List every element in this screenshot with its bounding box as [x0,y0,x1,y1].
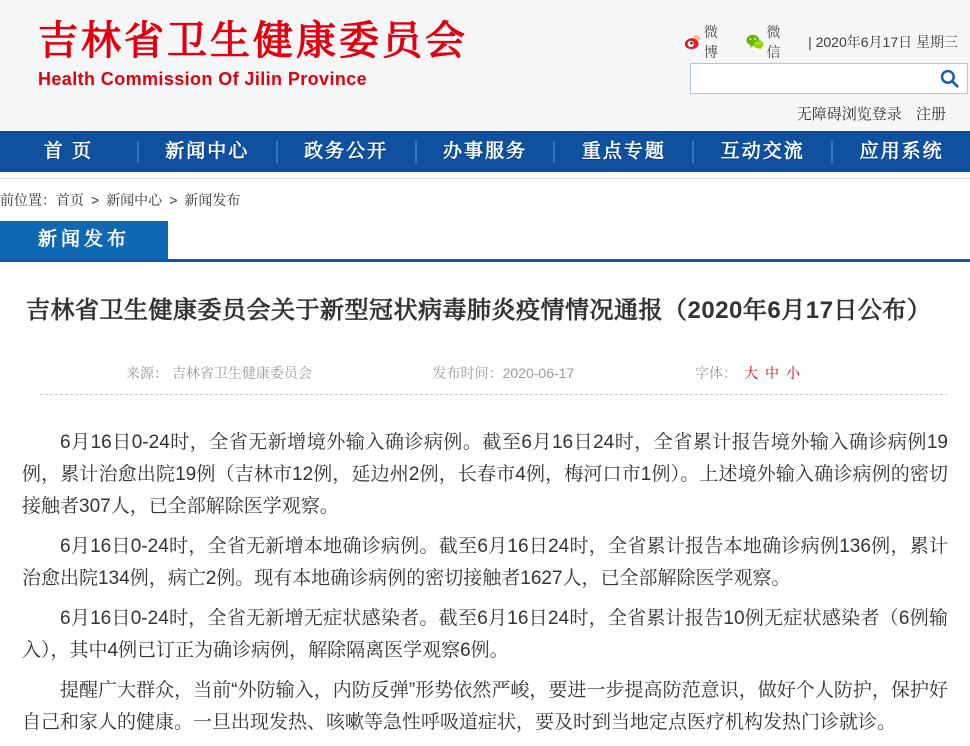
breadcrumb-prefix: 前位置： [0,192,56,208]
nav-item-special-topics[interactable]: 重点专题 [581,141,666,162]
header-right [670,24,970,124]
nav-underline [0,178,970,179]
login-link[interactable]: 登录 [871,106,902,123]
site-header [0,0,970,131]
wechat-icon [746,34,764,50]
search-box [690,63,968,94]
breadcrumb-item-home[interactable]: 首页 [56,192,84,208]
font-size-small-button[interactable]: 小 [785,365,800,381]
breadcrumb-separator: > [91,192,100,208]
article-publish-time [433,363,575,383]
register-link[interactable]: 注册 [915,106,946,123]
article-body [22,427,948,739]
nav-item-news-center[interactable]: 新闻中心 [165,141,250,162]
header-date: | 2020年6月17日 星期三 [808,34,958,50]
weibo-link[interactable] [684,22,732,62]
site-title: 吉林省卫生健康委员会 [38,19,468,63]
social-row [670,24,970,60]
search-input[interactable] [691,65,931,92]
font-size-medium-button[interactable]: 中 [764,365,779,381]
article [0,295,970,739]
font-size-large-button[interactable]: 大 [743,365,758,381]
article-paragraph: 提醒广大群众，当前“外防输入，内防反弹”形势依然严峻，要进一步提高防范意识，做好个人防护，保护好自己和家人的健康。一旦出现发热、咳嗽等急性呼吸道症状，要及时到当地定点医疗机构发热门诊就诊。 [22,680,948,733]
article-title: 吉林省卫生健康委员会关于新型冠状病毒肺炎疫情情况通报（2020年6月17日公布） [26,297,932,324]
nav-item-gov-affairs[interactable]: 政务公开 [304,141,389,162]
weibo-label: 微博 [704,24,718,60]
font-size-control [695,363,800,383]
nav-item-services[interactable]: 办事服务 [443,141,528,162]
meta-divider [40,394,948,395]
tab-news-release[interactable]: 新闻发布 [0,221,168,259]
nav-item-applications[interactable]: 应用系统 [859,141,944,162]
article-paragraph: 6月16日0-24时，全省无新增境外输入确诊病例。截至6月16日24时，全省累计报告境外输入确诊病例19例，累计治愈出院19例（吉林市12例，延边州2例，长春市4例，梅河口市1例）。上述境外输入确诊病例的密切接触者307人，已全部解除医学观察。 [22,432,948,517]
search-button[interactable] [931,64,967,93]
weibo-icon [684,34,701,50]
site-logo [38,18,468,90]
breadcrumb-separator: > [169,192,178,208]
source-label: 来源： [126,365,168,381]
publish-time-value: 2020-06-17 [502,365,575,381]
search-icon [939,68,960,89]
breadcrumb-item-news-release[interactable]: 新闻发布 [184,192,241,208]
font-size-label: 字体： [694,365,737,381]
accessibility-link[interactable]: 无障碍浏览 [796,106,872,123]
nav-item-home[interactable]: 首 页 [43,141,94,162]
article-meta [126,363,800,383]
breadcrumb-item-news-center[interactable]: 新闻中心 [106,192,163,208]
wechat-label: 微信 [766,24,781,60]
article-paragraph: 6月16日0-24时，全省无新增本地确诊病例。截至6月16日24时，全省累计报告本地确诊病例136例，累计治愈出院134例，病亡2例。现有本地确诊病例的密切接触者1627人，已全部解除医学观察。 [22,536,948,589]
section-tab-row [0,221,970,262]
header-links [670,103,970,124]
site-subtitle: Health Commission Of Jilin Province [38,69,368,89]
article-source [126,363,312,383]
main-nav [0,131,970,172]
breadcrumb [0,191,970,209]
nav-item-interaction[interactable]: 互动交流 [720,141,805,162]
source-value: 吉林省卫生健康委员会 [171,365,312,381]
wechat-link[interactable] [746,22,795,62]
article-paragraph: 6月16日0-24时，全省无新增无症状感染者。截至6月16日24时，全省累计报告10例无症状感染者（6例输入），其中4例已订正为确诊病例，解除隔离医学观察6例。 [22,608,948,661]
publish-time-label: 发布时间： [432,365,503,381]
